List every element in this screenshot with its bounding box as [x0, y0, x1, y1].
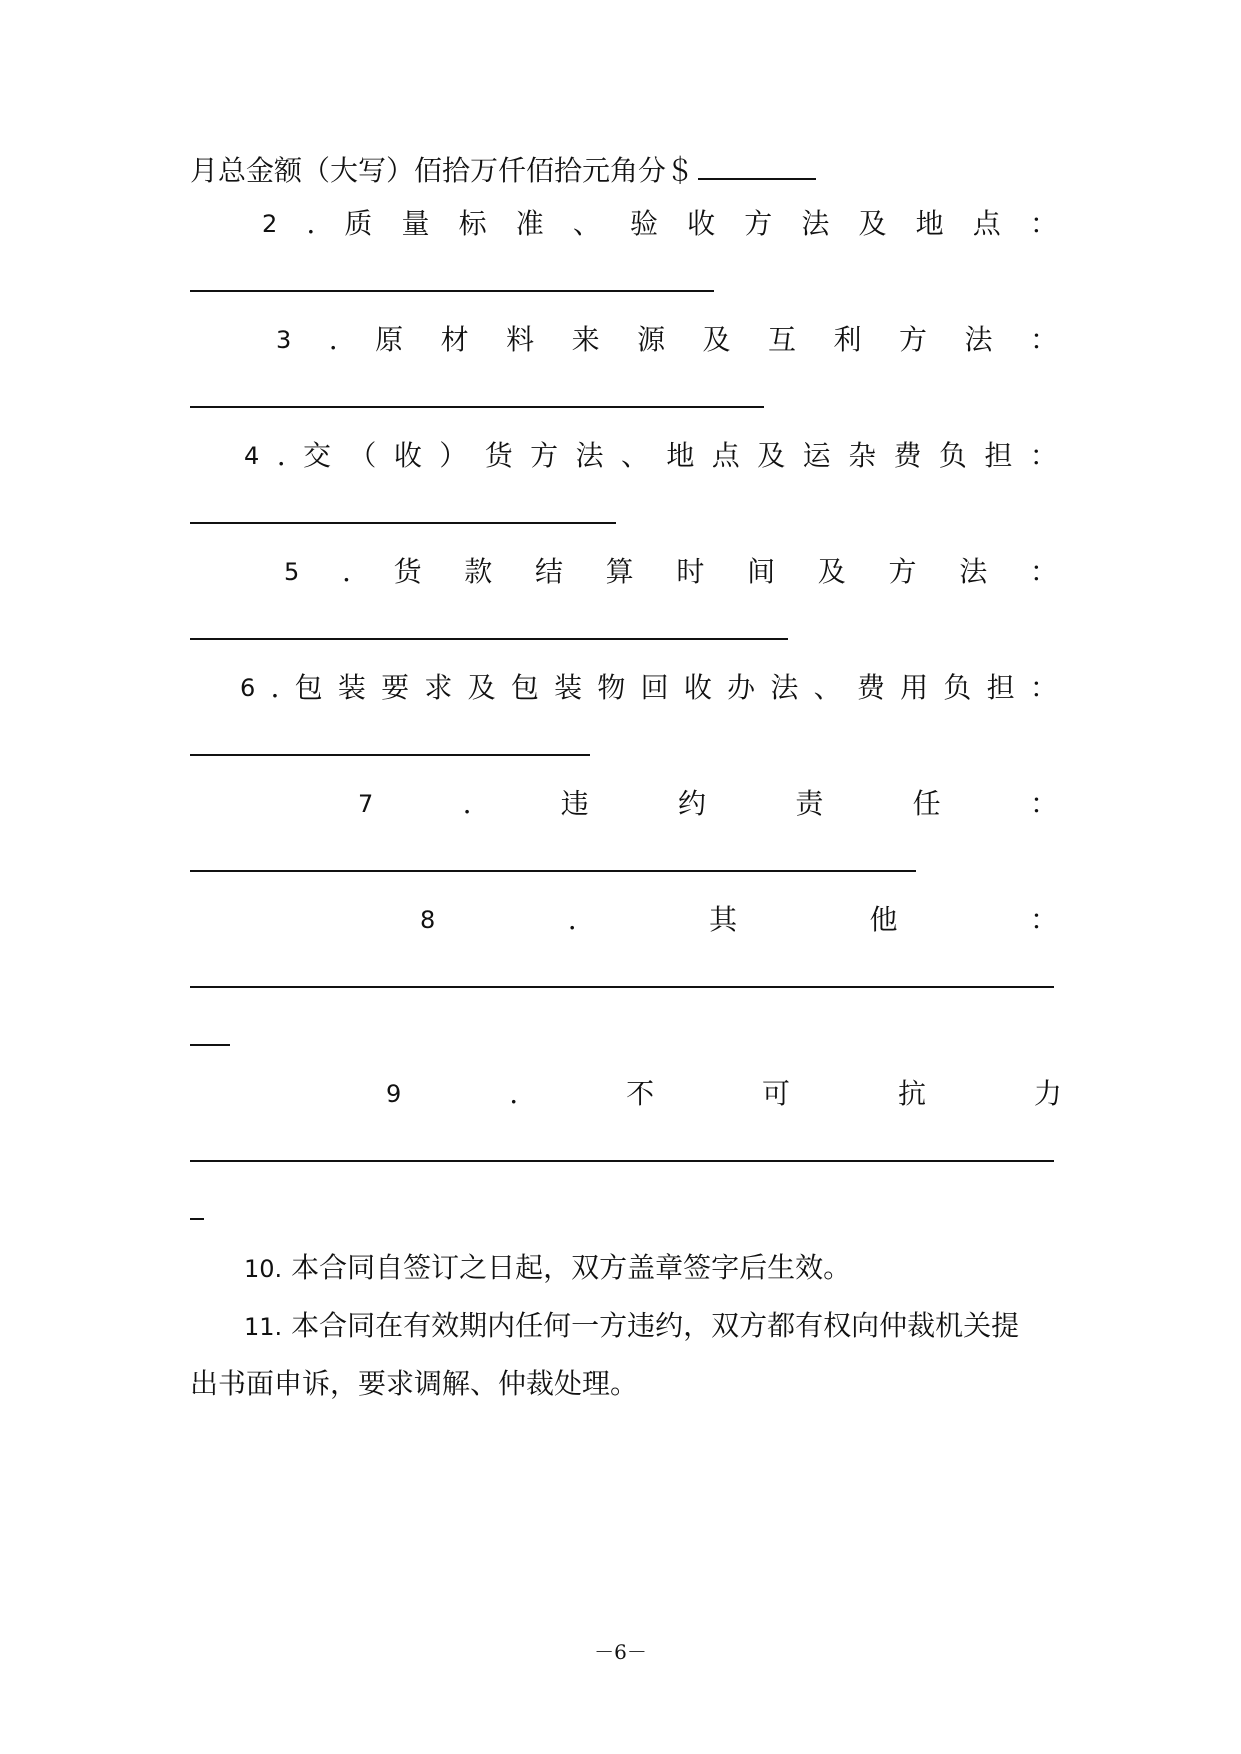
item-9-blank-line-end	[190, 1218, 204, 1220]
item-separator: .	[306, 207, 316, 240]
item-heading-char: 利	[833, 323, 862, 356]
item-number: 3	[276, 326, 292, 354]
item-2-heading	[262, 204, 1058, 244]
item-3-blank-line	[190, 406, 764, 408]
item-heading-char: 运	[802, 439, 831, 472]
item-5-blank-line	[190, 638, 788, 640]
item-heading-char: 料	[506, 323, 535, 356]
item-heading-char: 负	[938, 439, 967, 472]
item-heading-char: ：	[1029, 787, 1058, 820]
item-separator: .	[276, 439, 286, 472]
item-heading-char: 回	[640, 671, 669, 704]
item-number: 2	[262, 210, 278, 238]
item-heading-char: 装	[554, 671, 583, 704]
item-heading-char: 用	[900, 671, 929, 704]
item-separator: .	[462, 787, 472, 820]
item-4-blank-line	[190, 522, 616, 524]
item-heading-char: 方	[744, 207, 773, 240]
item-8-blank-line	[190, 986, 1054, 988]
item-heading-char: 结	[534, 555, 563, 588]
item-heading-char: 办	[727, 671, 756, 704]
item-9-blank-line	[190, 1160, 1054, 1162]
item-heading-char: 方	[899, 323, 928, 356]
item-heading-char: 方	[530, 439, 559, 472]
item-heading-char: 、	[620, 439, 649, 472]
item-heading-char: 间	[747, 555, 776, 588]
item-10-number: 10.	[244, 1255, 283, 1283]
item-heading-char: 货	[393, 555, 422, 588]
item-number: 9	[386, 1080, 402, 1108]
item-heading-char: 法	[959, 555, 988, 588]
item-2-blank-line	[190, 290, 714, 292]
amount-blank	[698, 148, 816, 180]
item-9-heading	[386, 1074, 1062, 1114]
item-heading-char: 源	[637, 323, 666, 356]
item-heading-char: 约	[678, 787, 707, 820]
item-heading-char: 法	[801, 207, 830, 240]
item-heading-char: 任	[912, 787, 941, 820]
item-heading-char: 物	[597, 671, 626, 704]
item-heading-char: 及	[467, 671, 496, 704]
item-heading-char: 及	[858, 207, 887, 240]
item-heading-char: 地	[915, 207, 944, 240]
item-heading-char: ：	[1029, 207, 1058, 240]
item-heading-char: 算	[605, 555, 634, 588]
item-heading-char: ：	[1029, 671, 1058, 704]
item-separator: .	[341, 555, 351, 588]
item-heading-char: 可	[762, 1077, 791, 1110]
item-heading-char: 及	[702, 323, 731, 356]
item-heading-char: 验	[630, 207, 659, 240]
item-heading-char: 违	[560, 787, 589, 820]
item-heading-char: 求	[424, 671, 453, 704]
item-heading-char: 法	[770, 671, 799, 704]
total-amount-line	[190, 148, 816, 191]
item-10-text: 本合同自签订之日起，双方盖章签字后生效。	[291, 1251, 852, 1284]
item-heading-char: 负	[943, 671, 972, 704]
item-heading-char: 及	[757, 439, 786, 472]
item-heading-char: 收	[683, 671, 712, 704]
item-heading-char: 要	[381, 671, 410, 704]
item-4-heading	[244, 436, 1058, 476]
item-number: 7	[358, 790, 374, 818]
item-heading-char: 材	[440, 323, 469, 356]
item-number: 5	[284, 558, 300, 586]
item-separator: .	[567, 903, 577, 936]
item-8-blank-line-end	[190, 1044, 230, 1046]
item-7-heading	[358, 784, 1058, 824]
item-11	[244, 1306, 1019, 1347]
item-6-blank-line	[190, 754, 590, 756]
item-heading-char: 标	[458, 207, 487, 240]
item-heading-char: 货	[484, 439, 513, 472]
item-heading-char: ）	[439, 439, 468, 472]
page-number: －6－	[594, 1640, 647, 1664]
item-heading-char: 力	[1033, 1077, 1062, 1110]
item-separator: .	[270, 671, 280, 704]
item-10	[244, 1248, 851, 1289]
item-heading-char: 担	[986, 671, 1015, 704]
item-heading-char: （	[348, 439, 377, 472]
item-heading-char: 方	[888, 555, 917, 588]
item-heading-char: 包	[294, 671, 323, 704]
item-heading-char: 法	[575, 439, 604, 472]
item-heading-char: ：	[1029, 555, 1058, 588]
item-heading-char: 量	[401, 207, 430, 240]
item-number: 4	[244, 442, 260, 470]
total-amount-text: 月总金额（大写）佰拾万仟佰拾元角分＄	[190, 154, 695, 187]
item-11-text-line-1: 本合同在有效期内任何一方违约，双方都有权向仲裁机关提	[291, 1309, 1020, 1342]
item-heading-char: 交	[303, 439, 332, 472]
item-heading-char: 准	[515, 207, 544, 240]
item-heading-char: 点	[972, 207, 1001, 240]
item-separator: .	[509, 1077, 519, 1110]
item-11-text-line-2: 出书面申诉，要求调解、仲裁处理。	[190, 1367, 639, 1400]
item-heading-char: 费	[893, 439, 922, 472]
item-5-heading	[284, 552, 1058, 592]
item-heading-char: 、	[572, 207, 601, 240]
item-heading-char: 、	[813, 671, 842, 704]
item-heading-char: 来	[571, 323, 600, 356]
item-3-heading	[276, 320, 1058, 360]
item-heading-char: 原	[375, 323, 404, 356]
item-heading-char: 点	[711, 439, 740, 472]
item-heading-char: 不	[626, 1077, 655, 1110]
item-heading-char: 抗	[897, 1077, 926, 1110]
item-heading-char: 装	[337, 671, 366, 704]
item-heading-char: 他	[869, 903, 898, 936]
item-separator: .	[328, 323, 338, 356]
item-heading-char: 时	[676, 555, 705, 588]
item-heading-char: 收	[393, 439, 422, 472]
item-heading-char: 包	[510, 671, 539, 704]
item-heading-char: 担	[984, 439, 1013, 472]
item-heading-char: 责	[795, 787, 824, 820]
item-heading-char: 质	[344, 207, 373, 240]
item-heading-char: ：	[1029, 439, 1058, 472]
item-heading-char: 杂	[848, 439, 877, 472]
item-number: 6	[240, 674, 256, 702]
item-heading-char: 及	[817, 555, 846, 588]
item-6-heading	[240, 668, 1058, 708]
item-heading-char: 法	[964, 323, 993, 356]
item-heading-char: 费	[856, 671, 885, 704]
item-heading-char: ：	[1029, 323, 1058, 356]
item-heading-char: 收	[687, 207, 716, 240]
item-heading-char: 其	[709, 903, 738, 936]
item-11-number: 11.	[244, 1313, 283, 1341]
item-8-heading	[420, 900, 1058, 940]
item-heading-char: 互	[768, 323, 797, 356]
item-7-blank-line	[190, 870, 916, 872]
item-11-continuation	[190, 1364, 638, 1404]
item-heading-char: 地	[666, 439, 695, 472]
item-number: 8	[420, 906, 436, 934]
item-heading-char: 款	[464, 555, 493, 588]
item-heading-char: ：	[1029, 903, 1058, 936]
